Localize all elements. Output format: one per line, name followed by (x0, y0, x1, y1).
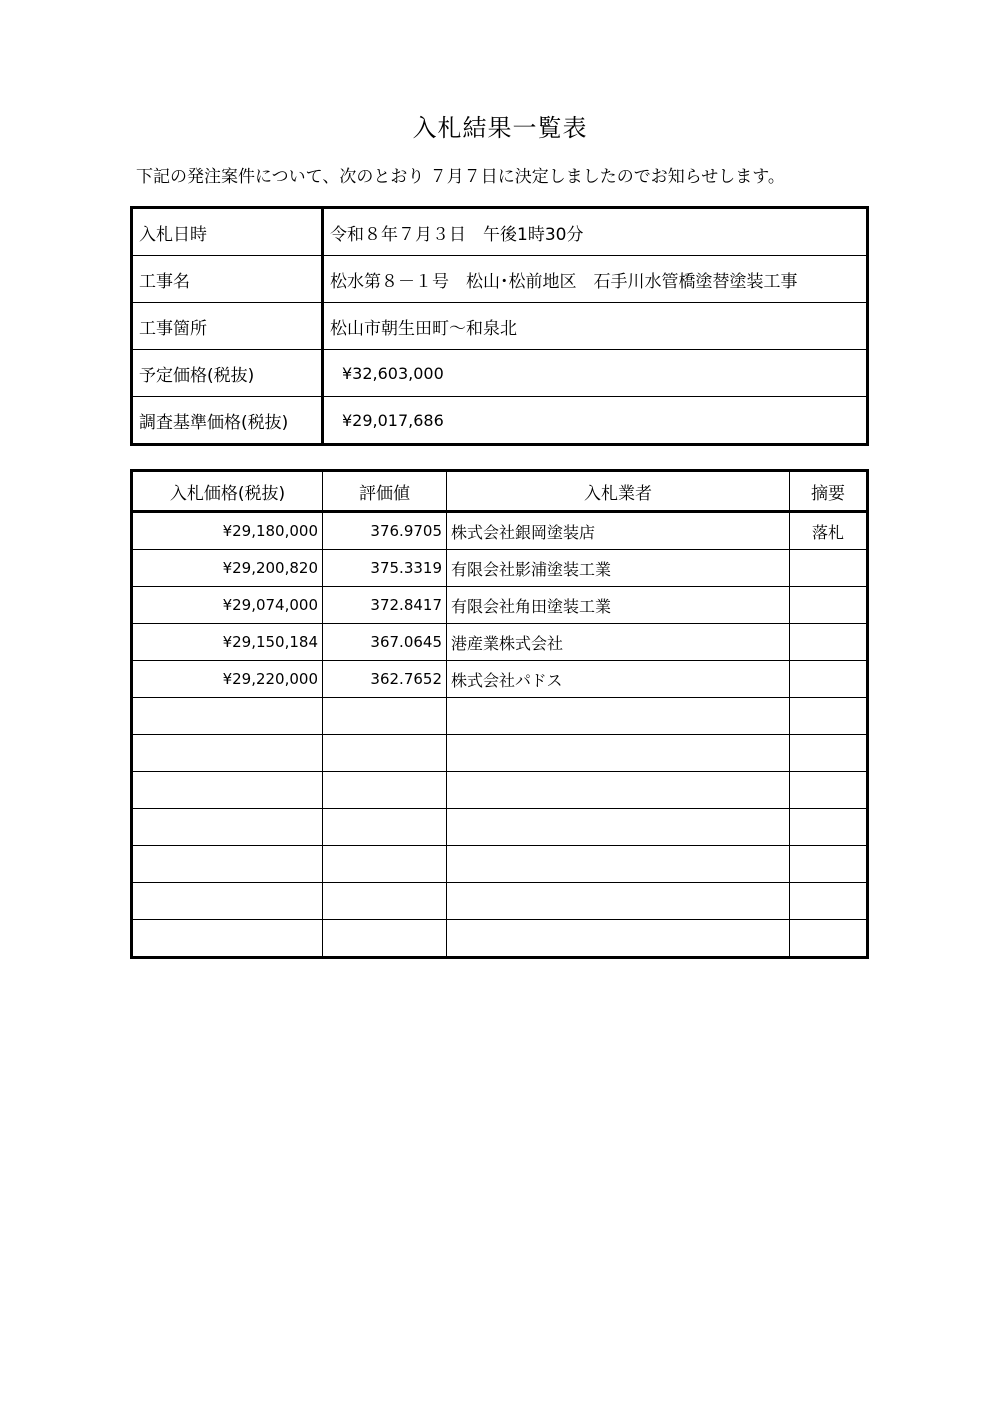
bid-remarks (790, 661, 868, 698)
empty-cell (790, 809, 868, 846)
empty-cell (132, 698, 323, 735)
survey-price-value: ¥29,017,686 (323, 397, 868, 445)
empty-cell (323, 920, 447, 958)
table-row (132, 661, 868, 698)
empty-cell (132, 883, 323, 920)
empty-cell (447, 846, 790, 883)
table-row (132, 550, 868, 587)
bid-score: 376.9705 (323, 512, 447, 550)
empty-cell (447, 809, 790, 846)
location-label: 工事箇所 (132, 303, 323, 350)
bid-score: 367.0645 (323, 624, 447, 661)
empty-cell (323, 883, 447, 920)
planned-price-label: 予定価格(税抜) (132, 350, 323, 397)
empty-cell (790, 883, 868, 920)
empty-cell (790, 698, 868, 735)
empty-row (132, 920, 868, 958)
bid-price: ¥29,180,000 (132, 512, 323, 550)
empty-cell (447, 698, 790, 735)
bid-score: 372.8417 (323, 587, 447, 624)
bidder-name: 株式会社パドス (447, 661, 790, 698)
header-bidder: 入札業者 (447, 471, 790, 512)
empty-row (132, 698, 868, 735)
empty-row (132, 883, 868, 920)
empty-cell (323, 698, 447, 735)
empty-cell (323, 772, 447, 809)
bid-remarks (790, 624, 868, 661)
bid-results-table (130, 469, 869, 959)
bid-price: ¥29,150,184 (132, 624, 323, 661)
empty-row (132, 809, 868, 846)
header-score: 評価値 (323, 471, 447, 512)
empty-cell (790, 735, 868, 772)
location-value: 松山市朝生田町～和泉北 (323, 303, 868, 350)
empty-cell (132, 809, 323, 846)
empty-cell (790, 920, 868, 958)
work-name-label: 工事名 (132, 256, 323, 303)
empty-cell (447, 735, 790, 772)
bid-price: ¥29,200,820 (132, 550, 323, 587)
empty-cell (132, 735, 323, 772)
empty-cell (132, 846, 323, 883)
table-row (132, 512, 868, 550)
info-row-work-name (132, 256, 868, 303)
page-title: 入札結果一覧表 (412, 114, 588, 142)
info-row-bid-datetime (132, 208, 868, 256)
bid-remarks: 落札 (790, 512, 868, 550)
bidder-name: 有限会社影浦塗装工業 (447, 550, 790, 587)
intro-text: 下記の発注案件について、次のとおり ７月７日に決定しましたのでお知らせします。 (136, 167, 785, 187)
empty-cell (790, 772, 868, 809)
work-name-value: 松水第８－１号 松山･松前地区 石手川水管橋塗替塗装工事 (323, 256, 868, 303)
empty-row (132, 846, 868, 883)
bid-price: ¥29,220,000 (132, 661, 323, 698)
bid-score: 375.3319 (323, 550, 447, 587)
bid-remarks (790, 550, 868, 587)
header-remarks: 摘要 (790, 471, 868, 512)
bid-price: ¥29,074,000 (132, 587, 323, 624)
bidder-name: 港産業株式会社 (447, 624, 790, 661)
empty-cell (790, 846, 868, 883)
empty-row (132, 735, 868, 772)
table-row (132, 587, 868, 624)
empty-cell (447, 920, 790, 958)
empty-row (132, 772, 868, 809)
bid-results-header (132, 471, 868, 512)
empty-cell (323, 846, 447, 883)
info-table (130, 206, 869, 446)
empty-cell (323, 735, 447, 772)
empty-cell (323, 809, 447, 846)
bid-datetime-label: 入札日時 (132, 208, 323, 256)
empty-cell (447, 772, 790, 809)
info-row-planned-price (132, 350, 868, 397)
bidder-name: 有限会社角田塗装工業 (447, 587, 790, 624)
survey-price-label: 調査基準価格(税抜) (132, 397, 323, 445)
planned-price-value: ¥32,603,000 (323, 350, 868, 397)
info-row-location (132, 303, 868, 350)
empty-cell (132, 920, 323, 958)
bid-score: 362.7652 (323, 661, 447, 698)
header-price: 入札価格(税抜) (132, 471, 323, 512)
table-row (132, 624, 868, 661)
bid-remarks (790, 587, 868, 624)
empty-cell (132, 772, 323, 809)
bid-datetime-value: 令和８年７月３日 午後1時30分 (323, 208, 868, 256)
empty-cell (447, 883, 790, 920)
info-row-survey-price (132, 397, 868, 445)
bidder-name: 株式会社銀岡塗装店 (447, 512, 790, 550)
